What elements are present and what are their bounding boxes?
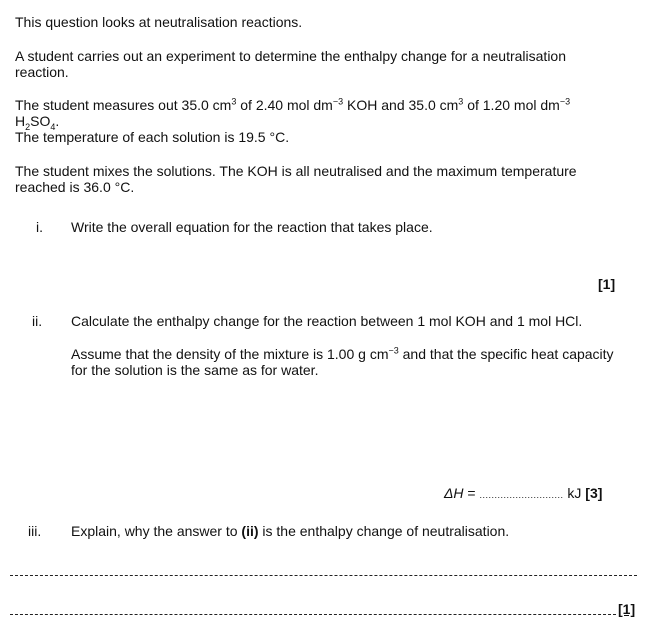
experiment-text-line1: A student carries out an experiment to determine the enthalpy change for a neutralisation: [15, 48, 567, 64]
question-i-marks: [1]: [598, 276, 616, 292]
answer-dotted-blank[interactable]: ............................: [479, 490, 564, 500]
delta-h-answer-line: ΔH = ............................ kJ [3]: [444, 485, 603, 501]
question-iii-marks: [1]: [618, 601, 636, 617]
question-i-text: Write the overall equation for the reaction that takes place.: [71, 219, 433, 235]
question-ii-assumption-line1: Assume that the density of the mixture is 1.00 g $cm^{-3}$ and that the specific heat capacity: [71, 345, 614, 362]
temperature-text: The temperature of each solution is 19.5 °C.: [15, 129, 290, 145]
question-i-number: i.: [36, 219, 43, 235]
question-ii-assumption-line2: for the solution is the same as for water.: [71, 362, 319, 378]
answer-line-2[interactable]: [10, 614, 616, 615]
measurement-text-line1: The student measures out 35.0 $cm^3$ of 2.40 mol $dm^{-3}$ KOH and 35.0 $cm^3$ of 1.20 mol $dm^{-3}$: [15, 96, 571, 113]
question-iii-text: Explain, why the answer to (ii) is the enthalpy change of neutralisation.: [71, 523, 510, 539]
mixing-text-line1: The student mixes the solutions. The KOH is all neutralised and the maximum temperature: [15, 163, 577, 179]
question-ii-marks: [3]: [585, 485, 603, 501]
answer-line-1[interactable]: [10, 575, 637, 576]
sulfuric-acid-formula: $H_2SO_4$.: [15, 113, 60, 132]
experiment-text-line2: reaction.: [15, 64, 69, 80]
mixing-text-line2: reached is 36.0 °C.: [15, 179, 135, 195]
question-iii-number: iii.: [28, 523, 42, 539]
question-ii-text: Calculate the enthalpy change for the reaction between 1 mol KOH and 1 mol HCl.: [71, 313, 583, 329]
intro-text: This question looks at neutralisation reactions.: [15, 14, 303, 30]
question-ii-number: ii.: [32, 313, 43, 329]
